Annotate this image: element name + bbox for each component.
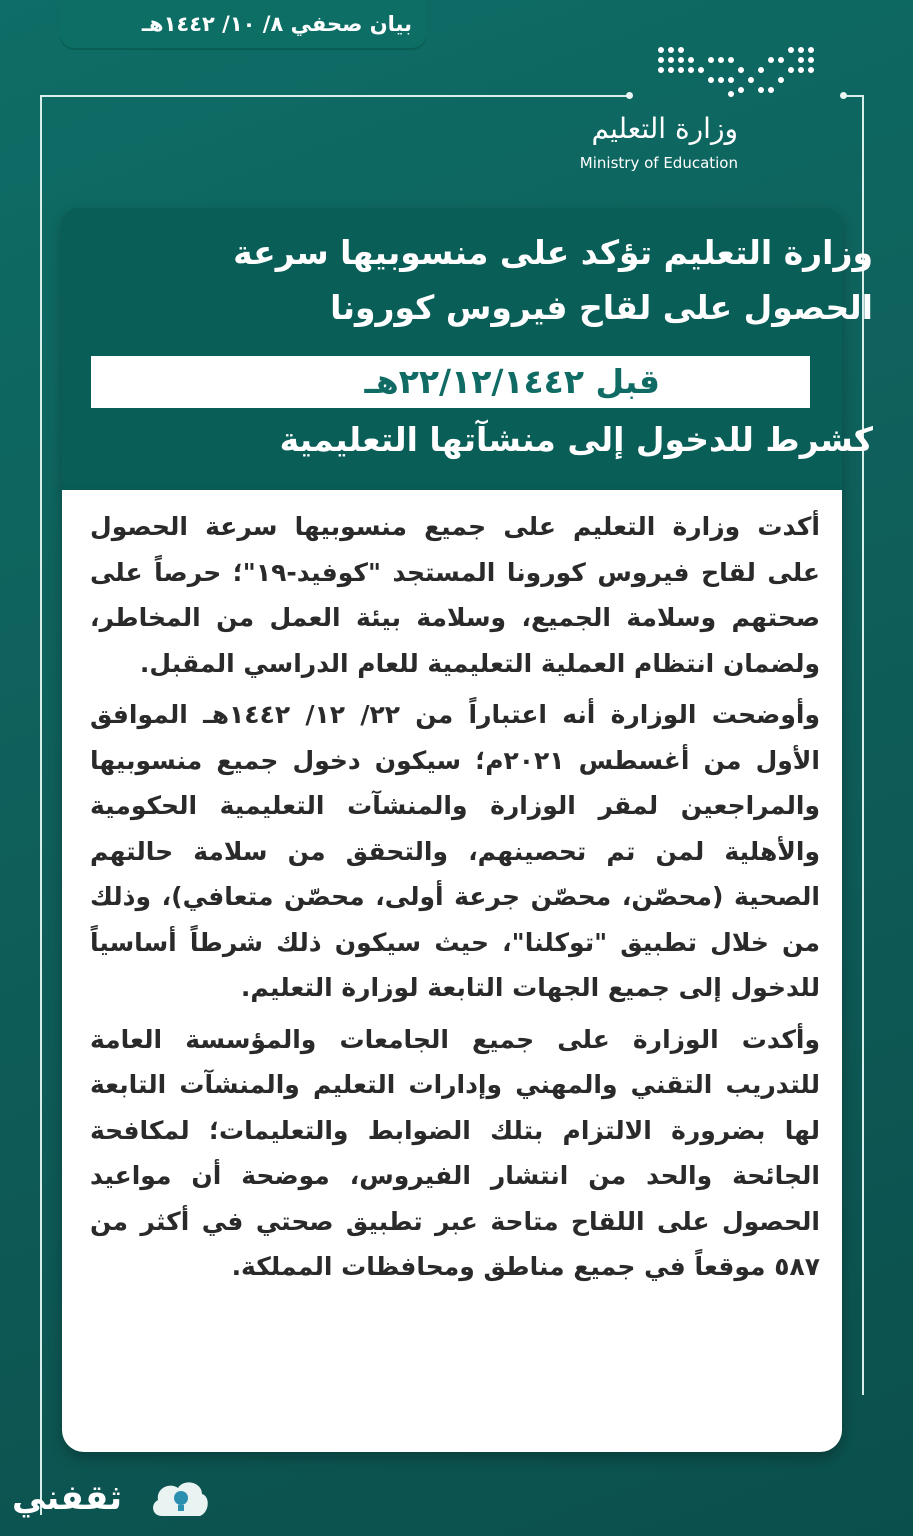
deadline-text: قبل ٢٢/١٢/١٤٤٢هـ bbox=[364, 362, 660, 401]
body-paragraph-3: وأكدت الوزارة على جميع الجامعات والمؤسسة العامة للتدريب التقني والمهني وإدارات التعليم والمنشآت التابعة لها بضرورة الالتزام بتلك الضوابط والتعليمات؛ لمكافحة الجائحة والحد من انتشار الفيروس، موضحة أن مواعيد الحصول على اللقاح متاحة عبر تطبيق صحتي في أكثر من ٥٨٧ موقعاً في جميع مناطق ومحافظات المملكة. bbox=[90, 1024, 820, 1281]
frame-line-top-right bbox=[845, 95, 863, 97]
headline-line-3: كشرط للدخول إلى منشآتها التعليمية bbox=[279, 420, 873, 459]
body-paragraph-2: وأوضحت الوزارة أنه اعتباراً من ٢٢/ ١٢/ ١٤٤٢هـ الموافق الأول من أغسطس ٢٠٢١م؛ سيكون دخول جميع منسوبيها والمراجعين لمقر الوزارة والمنشآت التعليمية الحكومية والأهلية لمن تم تحصينهم، والتحقق من سلامة حالتهم الصحية (محصّن، محصّن جرعة أولى، محصّن متعافي)، وذلك من خلال تطبيق "توكلنا"، حيث سيكون ذلك شرطاً أساسياً للدخول إلى جميع الجهات التابعة لوزارة التعليم. bbox=[90, 700, 820, 1002]
headline-line-1: وزارة التعليم تؤكد على منسوبيها سرعة bbox=[233, 233, 873, 272]
deadline-banner bbox=[91, 356, 810, 408]
frame-line-left bbox=[40, 95, 42, 1515]
body-paragraph-1: أكدت وزارة التعليم على جميع منسوبيها سرعة الحصول على لقاح فيروس كورونا المستجد "كوفيد-١٩"؛ حرصاً على صحتهم وسلامة الجميع، وسلامة بيئة العمل من المخاطر، ولضمان انتظام العملية التعليمية للعام الدراسي المقبل. bbox=[90, 512, 820, 678]
press-release-body bbox=[90, 504, 820, 1296]
frame-line-top bbox=[40, 95, 630, 97]
ministry-logo-dots-icon bbox=[655, 42, 820, 102]
ministry-logo-english: Ministry of Education bbox=[579, 154, 738, 172]
headline-line-2: الحصول على لقاح فيروس كورونا bbox=[330, 288, 873, 327]
lightbulb-cloud-icon bbox=[148, 1476, 212, 1522]
watermark-text: ثقفني bbox=[12, 1478, 122, 1518]
press-release-date-badge bbox=[60, 0, 426, 50]
frame-dot bbox=[840, 92, 847, 99]
frame-dot bbox=[626, 92, 633, 99]
press-release-date: بيان صحفي ٨/ ١٠/ ١٤٤٢هـ bbox=[141, 12, 412, 36]
site-watermark bbox=[12, 1476, 212, 1526]
ministry-logo-arabic: وزارة التعليم bbox=[591, 112, 738, 145]
